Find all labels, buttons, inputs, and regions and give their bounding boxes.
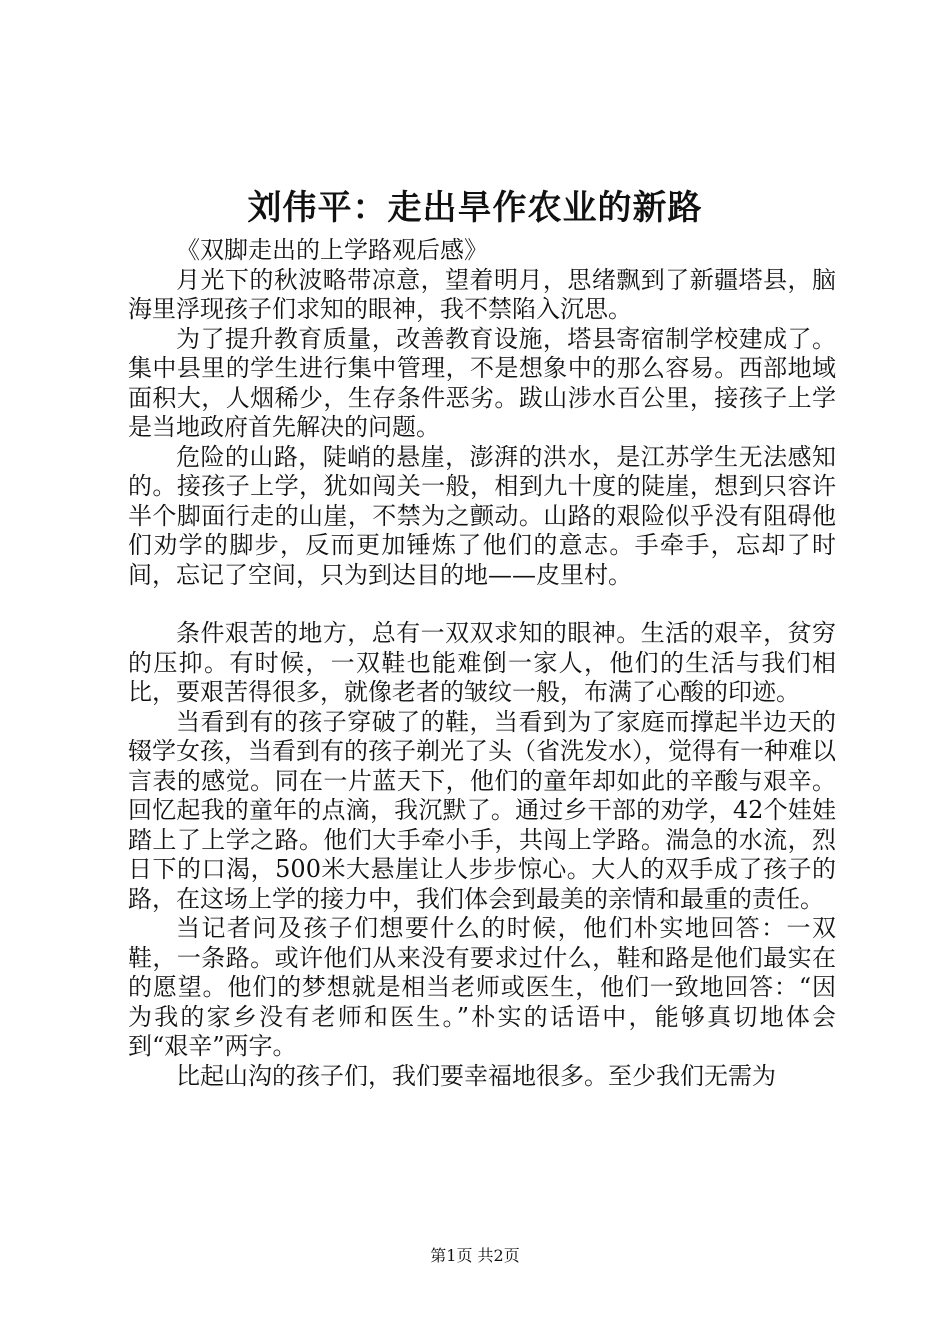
page-footer: 第1页 共2页 [430,1246,520,1265]
paragraph: 比起山沟的孩子们，我们要幸福地很多。至少我们无需为 [176,1061,776,1090]
paragraph: 当记者问及孩子们想要什么的时候，他们朴实地回答：一双鞋，一条路。或许他们从来没有要求过什么，鞋和路是他们最实在的愿望。他们的梦想就是相当老师或医生，他们一致地回答：“因为我的家乡没有老师和医生。”朴实的话语中，能够真切地体会到“艰辛”两字。 [128,914,836,1060]
paragraph: 条件艰苦的地方，总有一双双求知的眼神。生活的艰辛，贫穷的压抑。有时候，一双鞋也能难倒一家人，他们的生活与我们相比，要艰苦得很多，就像老者的皱纹一般，布满了心酸的印迹。 [128,619,836,706]
document-subtitle: 《双脚走出的上学路观后感》 [176,236,488,264]
page-title: 刘伟平：走出旱作农业的新路 [247,188,703,228]
document-body [128,236,836,1091]
paragraph-gap [128,590,836,619]
paragraph: 月光下的秋波略带凉意，望着明月，思绪飘到了新疆塔县，脑海里浮现孩子们求知的眼神，我不禁陷入沉思。 [128,265,836,323]
paragraph: 为了提升教育质量，改善教育设施，塔县寄宿制学校建成了。集中县里的学生进行集中管理，不是想象中的那么容易。西部地域面积大，人烟稀少，生存条件恶劣。跋山涉水百公里，接孩子上学是当地政府首先解决的问题。 [128,324,836,441]
paragraph: 危险的山路，陡峭的悬崖，澎湃的洪水，是江苏学生无法感知的。接孩子上学，犹如闯关一般，相到九十度的陡崖，想到只容许半个脚面行走的山崖，不禁为之颤动。山路的艰险似乎没有阻碍他们劝学的脚步，反而更加锤炼了他们的意志。手牵手，忘却了时间，忘记了空间，只为到达目的地——皮里村。 [128,442,836,589]
paragraph: 当看到有的孩子穿破了的鞋，当看到为了家庭而撑起半边天的辍学女孩，当看到有的孩子剃光了头（省洗发水），觉得有一种难以言表的感觉。同在一片蓝天下，他们的童年却如此的辛酸与艰辛。回忆起我的童年的点滴，我沉默了。通过乡干部的劝学，42个娃娃踏上了上学之路。他们大手牵小手，共闯上学路。湍急的水流，烈日下的口渴，500米大悬崖让人步步惊心。大人的双手成了孩子的路，在这场上学的接力中，我们体会到最美的亲情和最重的责任。 [128,707,836,913]
